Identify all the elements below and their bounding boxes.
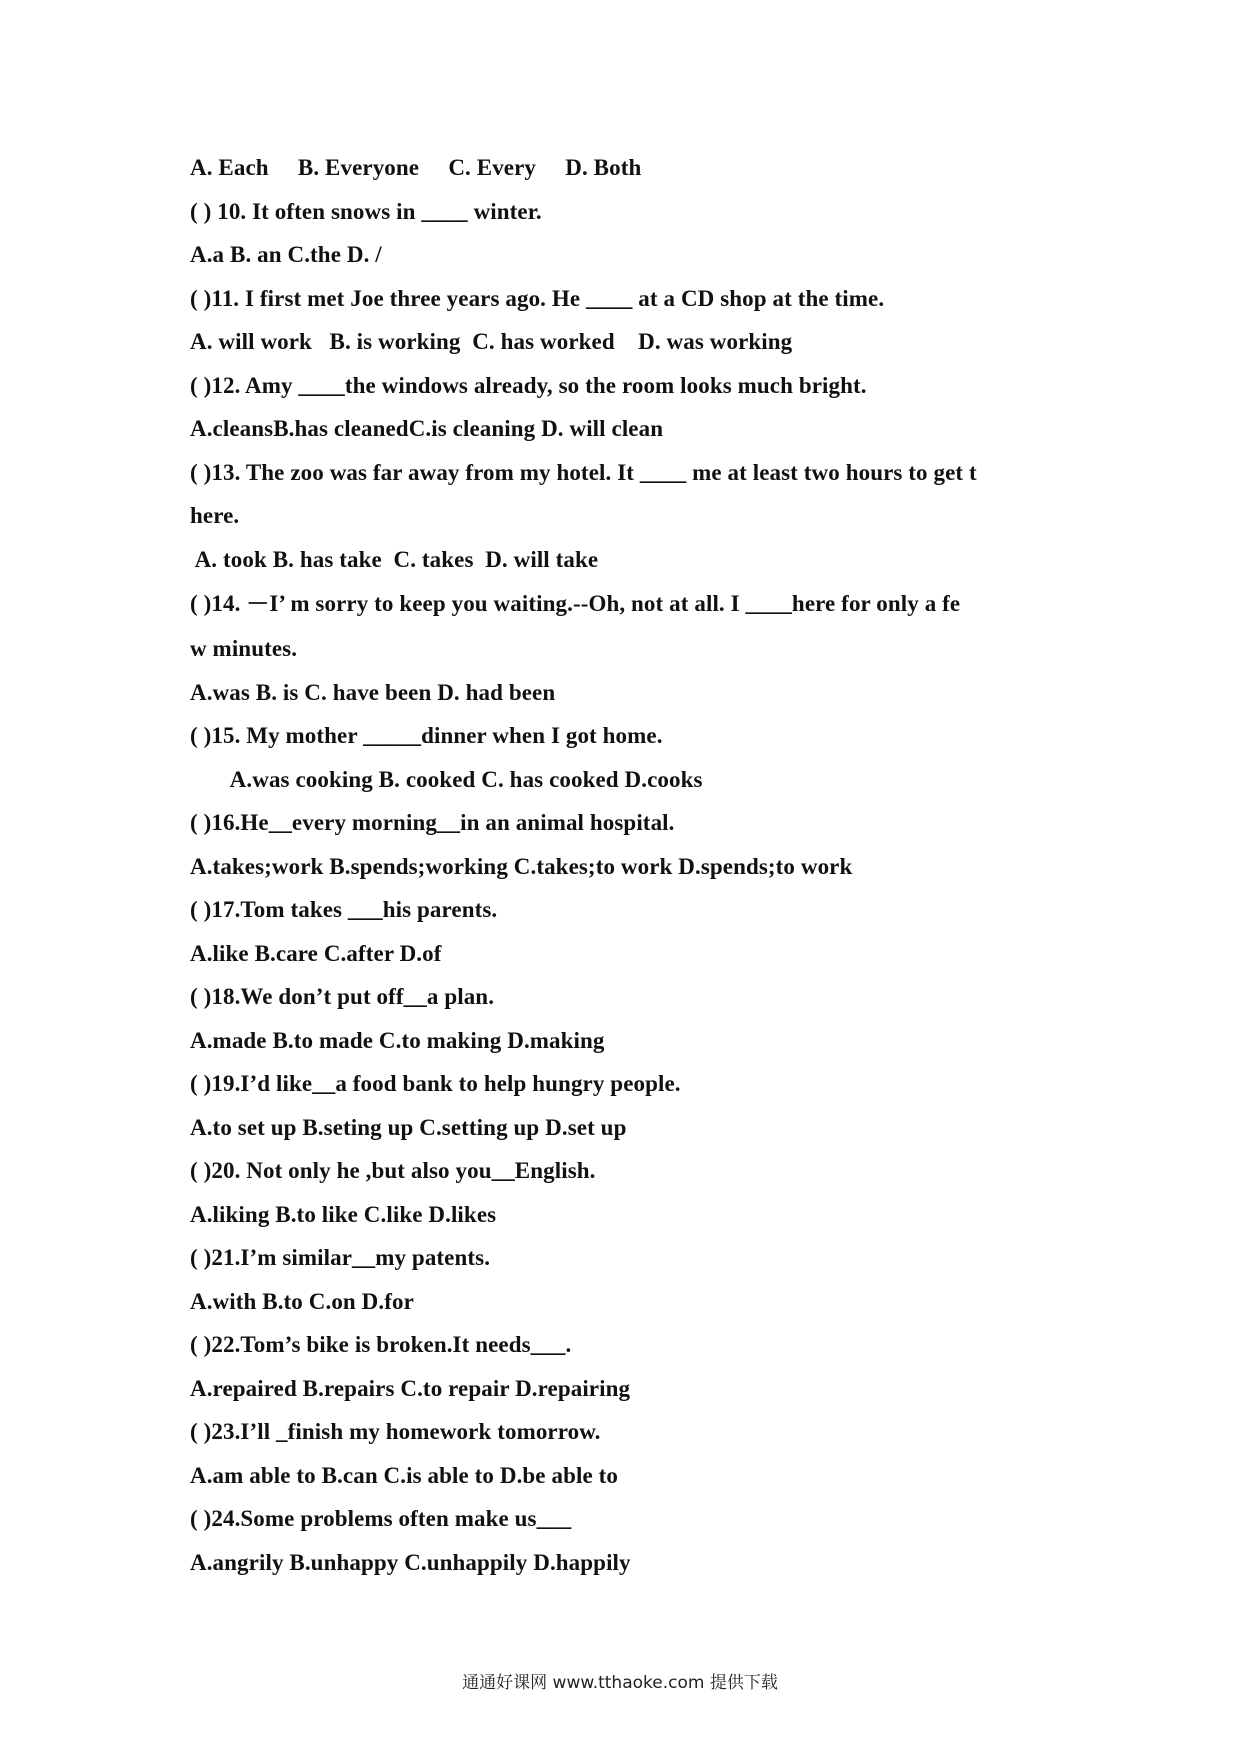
options-line: A.was B. is C. have been D. had been — [190, 679, 556, 705]
options-line: A.cleansB.has cleanedC.is cleaning D. will clean — [190, 416, 664, 441]
question-line: ( )21.I’m similar__my patents. — [190, 1245, 491, 1270]
question-line: ( )15. My mother _____dinner when I got home. — [190, 723, 663, 748]
question-line: ( )12. Amy ____the windows already, so the room looks much bright. — [190, 372, 867, 398]
options-line: A. Each B. Everyone C. Every D. Both — [190, 155, 642, 180]
question-line: ( )24.Some problems often make us___ — [190, 1506, 572, 1531]
options-line: A.a B. an C.the D. / — [190, 242, 382, 267]
question-line: ( )13. The zoo was far away from my hotel. It ____ me at least two hours to get t — [190, 459, 977, 485]
options-line: A.repaired B.repairs C.to repair D.repairing — [190, 1375, 631, 1401]
options-line: A.takes;work B.spends;working C.takes;to work D.spends;to work — [190, 853, 853, 879]
question-line: ( )16.He__every morning__in an animal hospital. — [190, 810, 675, 835]
options-line: A.like B.care C.after D.of — [190, 940, 442, 966]
question-line: ( )14. －I’ m sorry to keep you waiting.--Oh, not at all. I ____here for only a fe — [190, 591, 961, 616]
options-line: A.was cooking B. cooked C. has cooked D.cooks — [190, 766, 703, 792]
options-line: A. took B. has take C. takes D. will take — [190, 546, 599, 572]
options-line: A.made B.to made C.to making D.making — [190, 1027, 605, 1053]
question-line-continued: here. — [190, 503, 240, 528]
options-line: A.angrily B.unhappy C.unhappily D.happily — [190, 1549, 631, 1575]
question-line: ( )18.We don’t put off__a plan. — [190, 984, 495, 1009]
question-line: ( )23.I’ll _finish my homework tomorrow. — [190, 1419, 601, 1444]
options-line: A.liking B.to like C.like D.likes — [190, 1201, 497, 1227]
question-line-continued: w minutes. — [190, 636, 298, 661]
exercise-text — [190, 146, 1070, 1584]
options-line: A.to set up B.seting up C.setting up D.set up — [190, 1114, 627, 1140]
options-line: A.with B.to C.on D.for — [190, 1288, 414, 1314]
question-line: ( )17.Tom takes ___his parents. — [190, 897, 498, 922]
options-line: A. will work B. is working C. has worked D. was working — [190, 329, 793, 354]
page-footer: 通通好课网 www.tthaoke.com 提供下载 — [462, 1673, 778, 1693]
question-line: ( )19.I’d like__a food bank to help hungry people. — [190, 1071, 681, 1096]
question-line: ( )11. I first met Joe three years ago. He ____ at a CD shop at the time. — [190, 285, 885, 311]
options-line: A.am able to B.can C.is able to D.be able to — [190, 1462, 618, 1488]
question-line: ( )20. Not only he ,but also you__English. — [190, 1158, 596, 1183]
question-line: ( ) 10. It often snows in ____ winter. — [190, 198, 542, 224]
question-line: ( )22.Tom’s bike is broken.It needs___. — [190, 1332, 572, 1357]
